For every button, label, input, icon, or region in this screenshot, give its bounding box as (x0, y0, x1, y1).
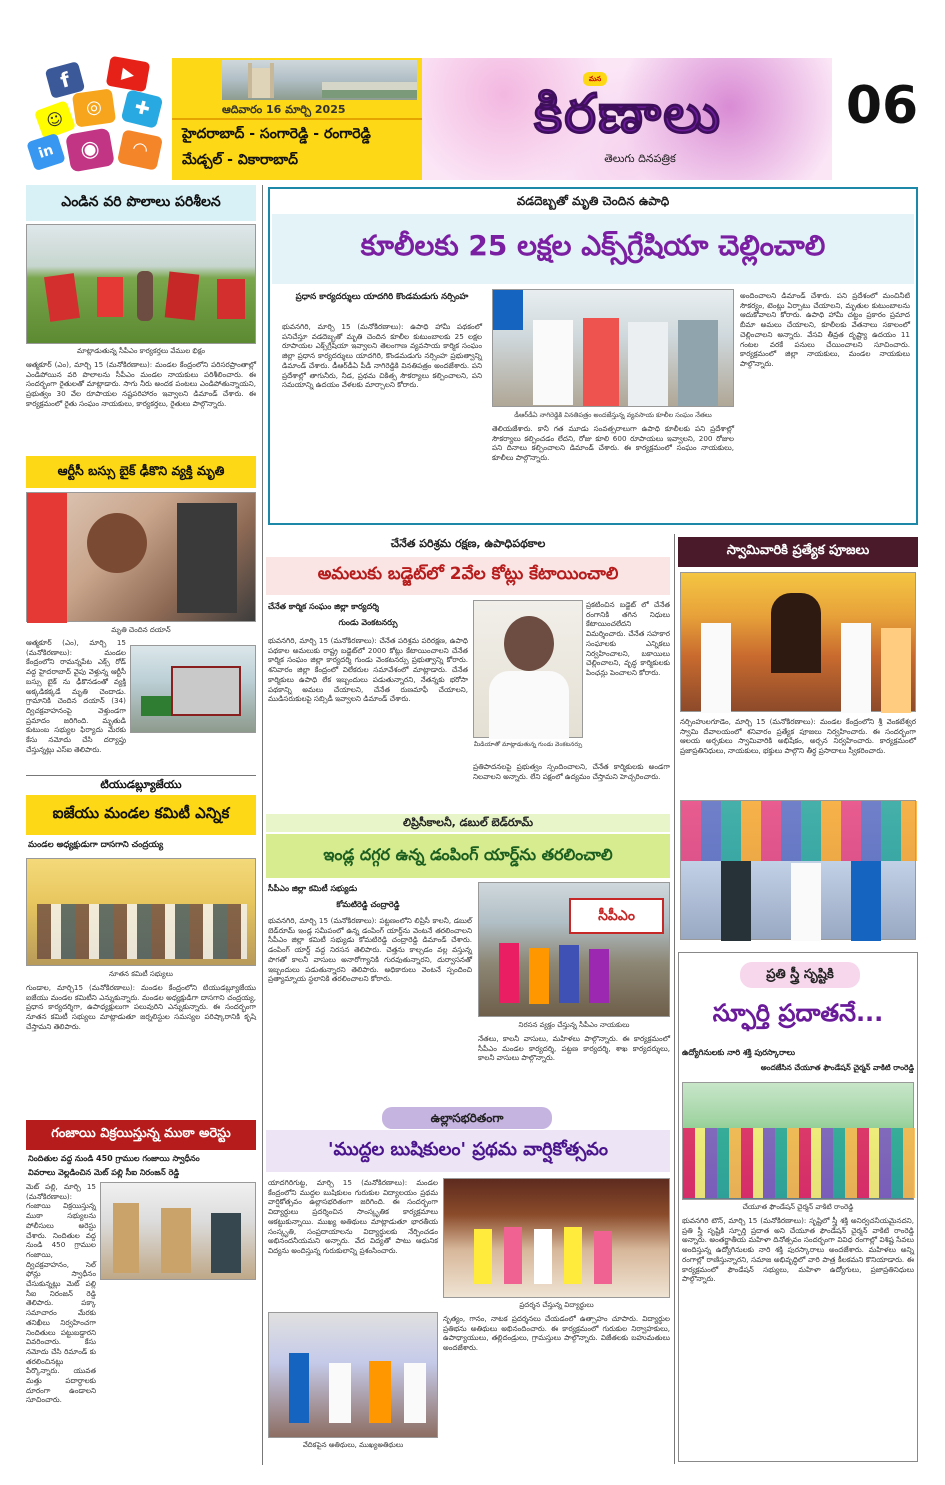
issue-date: ఆదివారం 16 మార్చి 2025 (222, 103, 346, 116)
exgratia-body-1: భువనగిరి, మార్చి 15 (మనోకిరణాలు): ఉపాధి హామీ పథకంలో పనిచేస్తూ వడదెబ్బతో మృతి చెందిన కూలీల కుటుంబాలకు 25 లక్షల రూపాయల ఎక్స్‌గ్రేషియా ఇవ్వాలని తెలంగాణ వ్యవసాయ కార్మిక సంఘం జిల్లా ప్రధాన కార్యదర్శులు యాదగిరి, కొండమడుగు నర్సింహ ప్రభుత్వాన్ని డిమాండ్ చేశారు. డీఆర్‌డీఏ పీడీ నాగిరెడ్డికి వినతిపత్రం అందజేశారు. పని ప్రదేశాల్లో తాగునీరు, నీడ, ప్రథమ చికిత్స సౌకర్యాలు కల్పించాలని, పని సమయాన్ని ఉదయం వేళలకు మార్చాలని కోరారు. (282, 322, 482, 390)
handloom-kicker: చేనేత పరిశ్రమ రక్షణ, ఉపాధిపథకాల (390, 537, 546, 550)
anniversary-photo-caption-1: ప్రదర్శన చేస్తున్న విద్యార్థులు (519, 1301, 594, 1309)
pooja-shop-photo (680, 800, 916, 940)
share-icon: ✚ (121, 89, 164, 129)
handloom-photo-caption: మీడియాతో మాట్లాడుతున్న గుండు వెంకటనర్సు (473, 741, 583, 748)
ifwj-headline: ఐజేయు మండల కమిటీ ఎన్నిక (26, 795, 256, 835)
anniversary-photo-caption-2: వేదికపైన అతిథులు, ముఖ్యఅతిథులు (302, 1441, 404, 1449)
paddy-headline: ఎండిన వరి పొలాలు పరిశీలన (26, 185, 256, 221)
handloom-body-2: ప్రకటించిన బడ్జెట్ లో చేనేత రంగానికి తగిన నిధులు కేటాయించలేదని విమర్శించారు. చేనేత సహకార సంఘాలకు ఎన్నికలు నిర్వహించాలని, బకాయిలు చెల్లించాలని, వృద్ధ కార్మికులకు పింఛన్లు పెంచాలని కోరారు. (586, 600, 670, 677)
dumping-photo-caption: నిరసన వ్యక్తం చేస్తున్న సీపీఎం నాయకులు (518, 1021, 630, 1029)
paper-name: కిరణాలు (533, 82, 723, 145)
paddy-body: ఆత్మకూర్ (ఎం), మార్చి 15 (మనోకిరణాలు): మండల కేంద్రంలోని పరిసరప్రాంతాల్లో ఎండిపోయిన వరి పొలాలను సీపీఎం మండల నాయకులు పరిశీలించారు. ఈ సందర్భంగా రైతులతో మాట్లాడారు. సాగు నీరు అందక పంటలు ఎండిపోతున్నాయని, ప్రభుత్వం 30 వేల రూపాయల నష్టపరిహారం ఇవ్వాలని డిమాండ్ చేశారు. ఈ కార్యక్రమంలో రైతు సంఘం నాయకులు, కార్యకర్తలు, రైతులు పాల్గొన్నారు. (26, 360, 256, 408)
anniversary-stage-photo (268, 1312, 438, 1438)
dumping-headline: ఇండ్ల దగ్గర ఉన్న డంపింగ్ యార్డ్‌ను తరలించాలి (266, 834, 670, 878)
handloom-portrait-photo (473, 600, 583, 738)
ganja-body: మెట్ పల్లి, మార్చి 15 (మనోకిరణాలు): గంజాయి విక్రయిస్తున్న ముఠా సభ్యులను పోలీసులు అరెస్టు చేశారు. నిందితుల వద్ద నుండి 450 గ్రాముల గంజాయి, ద్విచక్రవాహనం, సెల్ ఫోన్లు స్వాధీనం చేసుకున్నట్లు మెట్ పల్లి సీఐ నిరంజన్ రెడ్డి తెలిపారు. పక్కా సమాచారం మేరకు తనిఖీలు నిర్వహించగా నిందితులు పట్టుబడ్డారని వివరించారు. కేసు నమోదు చేసి రిమాండ్ కు తరలించినట్లు పేర్కొన్నారు. యువత మత్తు పదార్థాలకు దూరంగా ఉండాలని సూచించారు. (26, 1182, 96, 1405)
pooja-body: నర్సింహులగూడెం, మార్చి 15 (మనోకిరణాలు): మండల కేంద్రంలోని శ్రీ వెంకటేశ్వర స్వామి దేవాలయంలో శనివారం ప్రత్యేక పూజలు నిర్వహించారు. ఈ సందర్భంగా ఆలయ అర్చకులు స్వామివారికి అభిషేకం, అర్చన నిర్వహించారు. కార్యక్రమంలో ప్రజాప్రతినిధులు, నాయకులు, భక్తులు పాల్గొని తీర్థ ప్రసాదాలు స్వీకరించారు. (680, 717, 916, 756)
women-subhead-1: ఉద్యోగినులకు నారి శక్తి పురస్కారాలు (682, 1048, 796, 1057)
handloom-body-1: భువనగిరి, మార్చి 15 (మనోకిరణాలు): చేనేత పరిశ్రమ పరిరక్షణ, ఉపాధి పథకాల అమలుకు రాష్ట్ర బడ్జెట్‌లో 2000 కోట్లు కేటాయించాలని చేనేత కార్మిక సంఘం జిల్లా కార్యదర్శి గుండు వెంకటనర్సు ప్రభుత్వాన్ని కోరారు. శనివారం జిల్లా కేంద్రంలో విలేకరుల సమావేశంలో మాట్లాడారు. చేనేత కార్మికులు ఉపాధి లేక ఇబ్బందులు పడుతున్నారని, నేతన్నకు భరోసా పథకాన్ని అమలు చేయాలని, చేనేత రుణమాఫీ చేయాలని, ముడిసరుకులపై సబ్సిడీ ఇవ్వాలని డిమాండ్ చేశారు. (268, 636, 468, 704)
rtc-victim-photo (26, 492, 256, 622)
ifwj-body: గుండాల, మార్చి15 (మనోకిరణాలు): మండల కేంద్రంలోని టియుడబ్ల్యూజేయు ఐజేయు మండల కమిటీని ఎన్నుకున్నారు. మండల అధ్యక్షుడిగా దాసగాని చంద్రయ్య, ప్రధాన కార్యదర్శిగా, ఉపాధ్యక్షులుగా పలువురిని ఎన్నుకున్నారు. ఈ సందర్భంగా నూతన కమిటీ సభ్యులు మాట్లాడుతూ జర్నలిస్టుల సమస్యల పరిష్కారానికి కృషి చేస్తామని తెలిపారు. (26, 983, 256, 1031)
anniversary-kicker: ఉల్లాసభరితంగా (382, 1107, 552, 1129)
facebook-icon: f (45, 61, 86, 99)
exgratia-subhead: ప్రధాన కార్యదర్శులు యాదగిరి కొండమడుగు నర్సింహ (295, 292, 469, 302)
women-award-photo (682, 1082, 914, 1200)
dumping-subhead-2: కోమటిరెడ్డి చంద్రారెడ్డి (336, 900, 400, 909)
ganja-subhead-1: నిందితుల వద్ద నుండి 450 గ్రాముల గంజాయి స్వాధీనం (28, 1154, 200, 1163)
paddy-field-photo (26, 224, 256, 344)
anniversary-body-1: యాదగిరిగుట్ట, మార్చి 15 (మనోకిరణాలు): మండల కేంద్రంలోని ముద్దల బుషికులం గురుకుల విద్యాలయం ప్రథమ వార్షికోత్సవం ఉల్లాసభరితంగా జరిగింది. ఈ సందర్భంగా విద్యార్థులు ప్రదర్శించిన సాంస్కృతిక కార్యక్రమాలు ఆకట్టుకున్నాయి. ముఖ్య అతిథులు మాట్లాడుతూ భారతీయ సంస్కృతి, సంప్రదాయాలను విద్యార్థులకు నేర్పించడం అభినందనీయమని అన్నారు. వేద విద్యతో పాటు ఆధునిక విద్యను అందిస్తున్న గురుకులాన్ని ప్రశంసించారు. (268, 1178, 438, 1255)
youtube-icon: ▶ (106, 56, 151, 92)
paper-logo-badge: మన (583, 72, 607, 86)
rtc-bus-photo (130, 645, 256, 733)
dumping-subhead-1: సీపీఎం జిల్లా కమిటీ సభ్యుడు (268, 884, 358, 893)
snapchat-icon: ☺ (34, 100, 76, 140)
edition-cities-line2: మేడ్చల్ - వికారాబాద్ (182, 152, 298, 168)
women-subhead-2: అందజేసిన చేయూత ఫౌండేషన్ చైర్మన్ వాకిటి రాంరెడ్డి (760, 1063, 914, 1072)
ganja-headline: గంజాయి విక్రయిస్తున్న ముఠా అరెస్టు (26, 1120, 256, 1150)
rtc-body: ఆత్మకూర్ (ఎం), మార్చి 15 (మనోకిరణాలు): మండల కేంద్రంలోని రామన్నపేట ఎక్స్ రోడ్ వద్ద హైదరాబాద్ వైపు వెళ్తున్న ఆర్టీసీ బస్సు బైక్ ను ఢీకొనడంతో వ్యక్తి అక్కడికక్కడే మృతి చెందాడు. గ్రామానికి చెందిన దయాన్ (34) ద్విచక్రవాహనంపై వెళ్తుండగా ప్రమాదం జరిగింది. మృతుడి కుటుంబ సభ్యుల ఫిర్యాదు మేరకు కేసు నమోదు చేసి దర్యాప్తు చేస్తున్నట్లు ఎస్ఐ తెలిపారు. (26, 638, 126, 754)
ganja-subhead-2: వివరాలు వెల్లడించిన మెట్ పల్లి సీఐ నిరంజన్ రెడ్డి (28, 1168, 180, 1177)
rtc-photo-caption: మృతి చెందిన దయాన్ (111, 626, 171, 634)
social-media-icons-graphic (28, 55, 178, 175)
wifi-icon: ◠ (117, 129, 163, 171)
dumping-body-2: నేతలు, కాలనీ వాసులు, మహిళలు పాల్గొన్నారు. ఈ కార్యక్రమంలో సీపీఎం మండల కార్యదర్శి, పట్టణ కార్యదర్శి, శాఖ కార్యదర్శులు, కాలనీ వాసులు పాల్గొన్నారు. (478, 1034, 670, 1063)
exgratia-body-2: తెలియజేశారు. కానీ గత మూడు సంవత్సరాలుగా ఉపాధి కూలీలకు పని ప్రదేశాల్లో సౌకర్యాలు కల్పించడం లేదని, రోజు కూలి 600 రూపాయలు ఇవ్వాలని, 200 రోజుల పని దినాలు కల్పించాలని డిమాండ్ చేశారు. ఈ కార్యక్రమంలో సంఘం నాయకులు, కూలీలు పాల్గొన్నారు. (492, 424, 734, 463)
page-number: 06 (845, 76, 919, 136)
women-kicker: ప్రతి స్త్రీ సృష్టికి (740, 962, 860, 988)
dumping-protest-photo (478, 882, 670, 1017)
dumping-body-1: భువనగిరి, మార్చి 15 (మనోకిరణాలు): పట్టణంలోని లిప్రిసీ కాలనీ, డబుల్ బెడ్‌రూమ్ ఇండ్ల సమీపంలో ఉన్న డంపింగ్ యార్డ్‌ను వెంటనే తరలించాలని సీపీఎం జిల్లా కమిటీ సభ్యుడు కోమటిరెడ్డి చంద్రారెడ్డి డిమాండ్ చేశారు. డంపింగ్ యార్డ్ వద్ద నిరసన తెలిపారు. చెత్తను కాల్చడం వల్ల వస్తున్న పొగతో కాలనీ వాసులు అనారోగ్యానికి గురవుతున్నారని, దుర్వాసనతో ఇబ్బందులు పడుతున్నారని తెలిపారు. అధికారులు వెంటనే స్పందించి ప్రత్యామ్నాయ స్థలానికి తరలించాలని కోరారు. (268, 916, 472, 984)
anniversary-students-photo (443, 1178, 670, 1298)
paddy-photo-caption: మాట్లాడుతున్న సీపీఎం కార్యకర్తలు వేముల భిక్షం (76, 347, 206, 355)
exgratia-body-3: అందించాలని డిమాండ్ చేశారు. పని ప్రదేశంలో మంచినీటి సౌకర్యం, టెంట్లు ఏర్పాటు చేయాలని, మృతుల కుటుంబాలను ఆదుకోవాలని కోరారు. ఉపాధి హామీ చట్టం ప్రకారం ప్రమాద బీమా అమలు చేయాలని, కూలీలకు వేతనాలు సకాలంలో చెల్లించాలని అన్నారు. వేసవి తీవ్రత దృష్ట్యా ఉదయం 11 గంటల వరకే పనులు చేయించాలని సూచించారు. కార్యక్రమంలో జిల్లా నాయకులు, మండల నాయకులు పాల్గొన్నారు. (740, 291, 910, 368)
rtc-headline: ఆర్టీసీ బస్సు బైక్ ఢీకొని వ్యక్తి మృతి (26, 456, 256, 488)
ifwj-subhead: మండల అధ్యక్షుడుగా దాసగాని చంద్రయ్య (28, 840, 164, 850)
ifwj-group-photo (26, 858, 256, 966)
anniversary-headline: 'ముద్దల బుషికులం' ప్రథమ వార్షికోత్సవం (266, 1130, 670, 1172)
handloom-headline: అమలుకు బడ్జెట్‌లో 2వేల కోట్లు కేటాయించాలి (266, 557, 670, 595)
women-photo-caption: చేయూత ఫౌండేషన్ చైర్మన్ వాకిటి రాంరెడ్డి (742, 1203, 854, 1211)
exgratia-petition-photo (492, 289, 734, 407)
exgratia-kicker: వడదెబ్బతో మృతి చెందిన ఉపాధి (516, 194, 670, 208)
charminar-skyline-image (222, 60, 417, 100)
dumping-protest-banner: సీపీఎం (569, 898, 664, 934)
handloom-subhead-1: చేనేత కార్మిక సంఘం జిల్లా కార్యదర్శి (268, 602, 379, 611)
camera-icon: ◎ (72, 88, 116, 127)
women-body: భువనగిరి టౌన్, మార్చి 15 (మనోకిరణాలు): సృష్టిలో స్త్రీ శక్తి అనిర్వచనీయమైనదని, ప్రతి స్త్రీ సృష్టికి స్ఫూర్తి ప్రదాత అని చేయూత ఫౌండేషన్ చైర్మన్ వాకిటి రాంరెడ్డి అన్నారు. అంతర్జాతీయ మహిళా దినోత్సవం సందర్భంగా వివిధ రంగాల్లో విశిష్ట సేవలు అందిస్తున్న ఉద్యోగినులకు నారి శక్తి పురస్కారాలు అందజేశారు. మహిళలు అన్ని రంగాల్లో రాణిస్తున్నారని, సమాజ అభివృద్ధిలో వారి పాత్ర కీలకమని కొనియాడారు. ఈ కార్యక్రమంలో ఫౌండేషన్ సభ్యులు, మహిళా ఉద్యోగులు, ప్రజాప్రతినిధులు పాల్గొన్నారు. (682, 1216, 914, 1284)
handloom-body-3: ప్రతిపాదనలపై ప్రభుత్వం స్పందించాలని, చేనేత కార్మికులకు అండగా నిలవాలని అన్నారు. లేని పక్షంలో ఉద్యమం చేస్తామని హెచ్చరించారు. (473, 762, 670, 781)
ifwj-kicker: టియుడబ్ల్యూజేయు (100, 778, 182, 791)
anniversary-body-2: నృత్యం, గానం, నాటక ప్రదర్శనలు చేయడంలో ఉత్సాహం చూపారు. విద్యార్థుల ప్రతిభను అతిథులు అభినందించారు. ఈ కార్యక్రమంలో గురుకుల నిర్వాహకులు, ఉపాధ్యాయులు, తల్లిదండ్రులు, గ్రామస్తులు పాల్గొన్నారు. విజేతలకు బహుమతులు అందజేశారు. (443, 1314, 670, 1353)
linkedin-icon: in (26, 133, 66, 171)
masthead (0, 0, 945, 182)
ganja-body-cont (26, 1285, 256, 1460)
pooja-headline: స్వామివారికి ప్రత్యేక పూజలు (678, 537, 918, 567)
date-cities-panel (172, 58, 422, 180)
pooja-temple-photo (680, 572, 916, 712)
rtc-body-cont (26, 738, 256, 768)
women-headline: స్ఫూర్తి ప్రదాతనే... (712, 999, 884, 1027)
exgratia-headline: కూలీలకు 25 లక్షల ఎక్స్‌గ్రేషియా చెల్లించాలి (272, 214, 914, 284)
exgratia-photo-caption: డీఆర్‌డీఏ నాగిరెడ్డికి వినతిపత్రం అందజేస్తున్న వ్యవసాయ కూలీల సంఘం నేతలు (514, 411, 712, 419)
instagram-icon: ◉ (65, 127, 115, 172)
ganja-police-photo (100, 1182, 256, 1280)
edition-cities-line1: హైదరాబాద్ - సంగారెడ్డి - రంగారెడ్డి (182, 126, 371, 142)
ifwj-photo-caption: నూతన కమిటీ సభ్యులు (109, 970, 173, 978)
handloom-subhead-2: గుండు వెంకటనర్సు (338, 618, 398, 627)
paper-tagline: తెలుగు దినపత్రిక (604, 152, 676, 165)
dumping-kicker: లిప్రిసీకాలనీ, డబుల్ బెడ్‌రూమ్ (266, 814, 670, 832)
